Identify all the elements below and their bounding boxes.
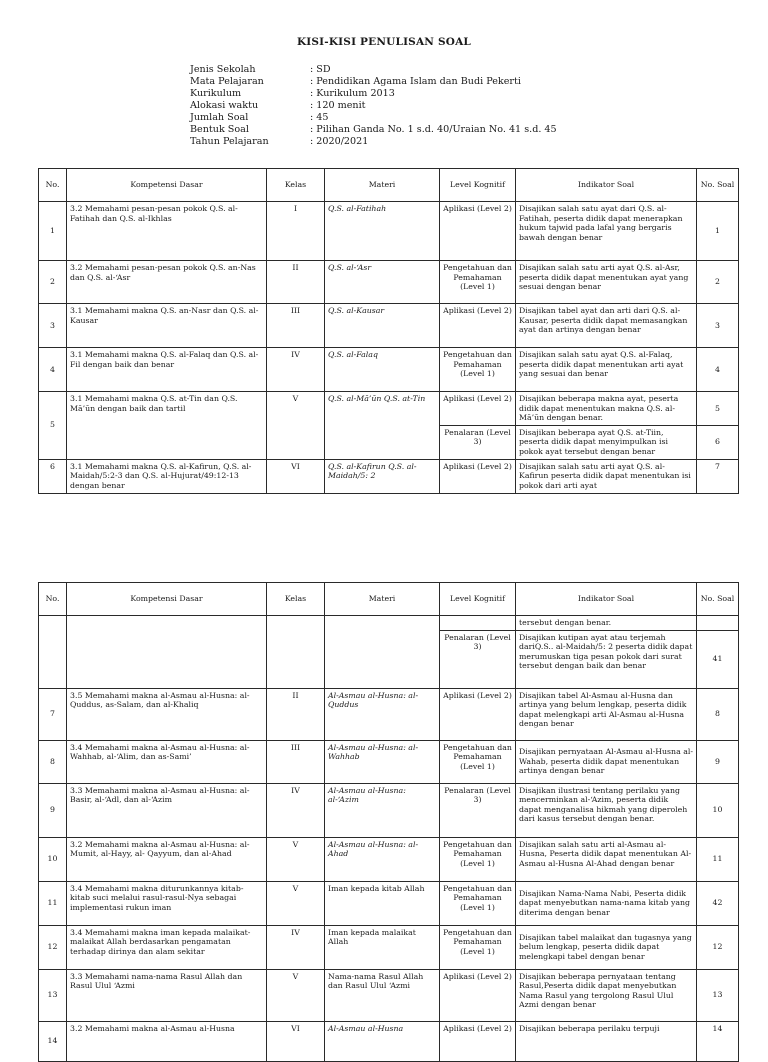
row-no: 2 [39, 261, 67, 304]
row-no: 12 [39, 925, 67, 969]
meta-label: Jumlah Soal [190, 112, 249, 123]
table-row [39, 783, 739, 837]
page-title: KISI-KISI PENULISAN SOAL [296, 36, 472, 48]
row-level-kognitif [440, 616, 516, 631]
row-no-soal: 41 [697, 630, 739, 688]
row-no: 8 [39, 740, 67, 783]
row-no: 13 [39, 969, 67, 1021]
row-kelas: IV [267, 783, 325, 837]
row-kelas: V [267, 837, 325, 881]
row-no: 1 [39, 202, 67, 261]
row-materi: Q.S. al-Kafirun Q.S. al-Maidah/5: 2 [325, 459, 440, 493]
table-row [39, 348, 739, 392]
row-materi: Iman kepada malaikat Allah [325, 925, 440, 969]
row-no-soal: 8 [697, 688, 739, 740]
header-materi: Materi [325, 169, 440, 202]
header-level-kognitif: Level Kognitif [440, 583, 516, 616]
row-kompetensi-dasar: 3.2 Memahami makna al-Asmau al-Husna: al-Mumit, al-Hayy, al- Qayyum, dan al-Ahad [67, 837, 267, 881]
header-level-kognitif: Level Kognitif [440, 169, 516, 202]
row-kompetensi-dasar: 3.1 Memahami makna Q.S. an-Nasr dan Q.S. al-Kausar [67, 304, 267, 348]
table-row [39, 740, 739, 783]
header-materi: Materi [325, 583, 440, 616]
row-level-kognitif: Aplikasi (Level 2) [440, 304, 516, 348]
row-materi: Al-Asmau al-Husna: al-Wahhab [325, 740, 440, 783]
table-header-row [39, 169, 739, 202]
row-no: 7 [39, 688, 67, 740]
row-kelas: I [267, 202, 325, 261]
meta-value: : 2020/2021 [310, 136, 369, 147]
row-materi: Q.S. al-Fatihah [325, 202, 440, 261]
row-indikator-soal: Disajikan kutipan ayat atau terjemah dariQ.S.. al-Maidah/5: 2 peserta didik dapat merumuskan tiga pesan pokok dari surat tersebut dengan baik dan benar [516, 630, 697, 688]
table-row [39, 925, 739, 969]
row-no: 6 [39, 459, 67, 493]
row-level-kognitif: Pengetahuan dan Pemahaman (Level 1) [440, 881, 516, 925]
row-level-kognitif: Aplikasi (Level 2) [440, 202, 516, 261]
row-indikator-soal: Disajikan tabel Al-Asmau al-Husna dan artinya yang belum lengkap, peserta didik dapat melengkapi arti Al-Asmau al-Husna dengan benar [516, 688, 697, 740]
row-kompetensi-dasar: 3.2 Memahami pesan-pesan pokok Q.S. an-Nas dan Q.S. al-‘Asr [67, 261, 267, 304]
row-no-soal: 10 [697, 783, 739, 837]
row-kelas: II [267, 688, 325, 740]
header-no: No. [39, 583, 67, 616]
row-level-kognitif: Pengetahuan dan Pemahaman (Level 1) [440, 348, 516, 392]
kisi-kisi-table-1 [38, 168, 739, 494]
header-kelas: Kelas [267, 583, 325, 616]
row-kompetensi-dasar: 3.1 Memahami makna Q.S. al-Falaq dan Q.S. al-Fil dengan baik dan benar [67, 348, 267, 392]
row-kompetensi-dasar: 3.1 Memahami makna Q.S. al-Kafirun, Q.S. al-Maidah/5:2-3 dan Q.S. al-Hujurat/49:12-13 dengan benar [67, 459, 267, 493]
row-kompetensi-dasar: 3.4 Memahami makna iman kepada malaikat-malaikat Allah berdasarkan pengamatan terhadap dirinya dan alam sekitar [67, 925, 267, 969]
row-kelas: V [267, 881, 325, 925]
meta-row-alokasi-waktu [190, 100, 557, 112]
row-indikator-soal: Disajikan ilustrasi tentang perilaku yang mencerminkan al-‘Azim, peserta didik dapat menganalisa hikmah yang diperoleh dari kasus tersebut dengan benar. [516, 783, 697, 837]
row-materi: Nama-nama Rasul Allah dan Rasul Ulul ‘Azmi [325, 969, 440, 1021]
meta-value: : Kurikulum 2013 [310, 88, 395, 99]
meta-value: : 45 [310, 112, 329, 123]
meta-label: Kurikulum [190, 88, 242, 99]
row-no-soal: 5 [697, 392, 739, 426]
row-level-kognitif: Aplikasi (Level 2) [440, 969, 516, 1021]
row-kelas: VI [267, 1021, 325, 1061]
table-row-continuation [39, 616, 739, 631]
row-kompetensi-dasar: 3.1 Memahami makna Q.S. at-Tin dan Q.S. Mā’ūn dengan baik dan tartil [67, 392, 267, 460]
table-row [39, 969, 739, 1021]
kisi-kisi-table-2 [38, 582, 739, 1062]
row-no-soal: 1 [697, 202, 739, 261]
meta-row-bentuk-soal [190, 124, 557, 136]
meta-row-jumlah-soal [190, 112, 557, 124]
row-indikator-continuation: tersebut dengan benar. [516, 616, 697, 631]
row-level-kognitif: Pengetahuan dan Pemahaman (Level 1) [440, 925, 516, 969]
row-materi [325, 616, 440, 689]
row-level-kognitif: Pengetahuan dan Pemahaman (Level 1) [440, 837, 516, 881]
meta-value: : SD [310, 64, 331, 75]
row-level-kognitif: Aplikasi (Level 2) [440, 688, 516, 740]
table-row [39, 1021, 739, 1061]
table-row [39, 881, 739, 925]
row-no-soal: 9 [697, 740, 739, 783]
meta-value: : Pilihan Ganda No. 1 s.d. 40/Uraian No. 41 s.d. 45 [310, 124, 557, 135]
header-no-soal: No. Soal [697, 583, 739, 616]
row-no-soal: 42 [697, 881, 739, 925]
row-kompetensi-dasar: 3.3 Memahami nama-nama Rasul Allah dan Rasul Ulul ‘Azmi [67, 969, 267, 1021]
row-kompetensi-dasar: 3.2 Memahami pesan-pesan pokok Q.S. al-Fatihah dan Q.S. al-Ikhlas [67, 202, 267, 261]
header-indikator-soal: Indikator Soal [516, 169, 697, 202]
meta-label: Mata Pelajaran [190, 76, 264, 87]
row-level-kognitif: Penalaran (Level 3) [440, 425, 516, 459]
meta-value: : 120 menit [310, 100, 366, 111]
row-kelas [267, 616, 325, 689]
row-no: 4 [39, 348, 67, 392]
row-kompetensi-dasar: 3.5 Memahami makna al-Asmau al-Husna: al-Quddus, as-Salam, dan al-Khaliq [67, 688, 267, 740]
row-indikator-soal: Disajikan salah satu ayat Q.S. al-Falaq, peserta didik dapat menentukan arti ayat yang sesuai dan benar [516, 348, 697, 392]
row-indikator-soal: Disajikan salah satu ayat dari Q.S. al-Fatihah, peserta didik dapat menerapkan hukum tajwid pada lafal yang bergaris bawah dengan benar [516, 202, 697, 261]
row-indikator-soal: Disajikan beberapa perilaku terpuji [516, 1021, 697, 1061]
meta-label: Alokasi waktu [190, 100, 259, 111]
table-header-row [39, 583, 739, 616]
row-level-kognitif: Aplikasi (Level 2) [440, 459, 516, 493]
row-kompetensi-dasar: 3.4 Memahami makna diturunkannya kitab-kitab suci melalui rasul-rasul-Nya sebagai implementasi rukun iman [67, 881, 267, 925]
table-row [39, 202, 739, 261]
row-indikator-soal: Disajikan beberapa makna ayat, peserta didik dapat menentukan makna Q.S. al-Mā’ūn dengan benar. [516, 392, 697, 426]
row-materi: Al-Asmau al-Husna: al-‘Azim [325, 783, 440, 837]
row-indikator-soal: Disajikan tabel ayat dan arti dari Q.S. al-Kausar, peserta didik dapat memasangkan ayat dan artinya dengan benar [516, 304, 697, 348]
row-no: 9 [39, 783, 67, 837]
row-no: 3 [39, 304, 67, 348]
table-row [39, 459, 739, 493]
row-no: 14 [39, 1021, 67, 1061]
row-no [39, 616, 67, 689]
row-kelas: VI [267, 459, 325, 493]
meta-row-kurikulum [190, 88, 557, 100]
meta-label: Jenis Sekolah [190, 64, 256, 75]
row-materi: Q.S. al-Mā’ūn Q.S. at-Tin [325, 392, 440, 460]
row-no-soal: 14 [697, 1021, 739, 1061]
header-kompetensi-dasar: Kompetensi Dasar [67, 583, 267, 616]
header-indikator-soal: Indikator Soal [516, 583, 697, 616]
row-materi: Al-Asmau al-Husna: al-Quddus [325, 688, 440, 740]
table-row [39, 688, 739, 740]
row-level-kognitif: Aplikasi (Level 2) [440, 1021, 516, 1061]
meta-label: Bentuk Soal [190, 124, 249, 135]
header-no-soal: No. Soal [697, 169, 739, 202]
document-meta [190, 64, 557, 148]
row-kelas: III [267, 304, 325, 348]
row-level-kognitif: Penalaran (Level 3) [440, 630, 516, 688]
row-kompetensi-dasar: 3.3 Memahami makna al-Asmau al-Husna: al-Basir, al-‘Adl, dan al-‘Azim [67, 783, 267, 837]
row-no: 11 [39, 881, 67, 925]
meta-value: : Pendidikan Agama Islam dan Budi Pekerti [310, 76, 521, 87]
row-level-kognitif: Pengetahuan dan Pemahaman (Level 1) [440, 740, 516, 783]
row-kompetensi-dasar: 3.4 Memahami makna al-Asmau al-Husna: al-Wahhab, al-‘Alim, dan as-Sami’ [67, 740, 267, 783]
row-no-soal: 6 [697, 425, 739, 459]
row-indikator-soal: Disajikan beberapa pernyataan tentang Rasul,Peserta didik dapat menyebutkan Nama Rasul yang tergolong Rasul Ulul Azmi dengan benar [516, 969, 697, 1021]
row-no-soal: 7 [697, 459, 739, 493]
row-kelas: V [267, 969, 325, 1021]
row-indikator-soal: Disajikan salah satu arti ayat Q.S. al-Asr, peserta didik dapat menentukan ayat yang sesuai dengan benar [516, 261, 697, 304]
table-row [39, 837, 739, 881]
row-no-soal: 2 [697, 261, 739, 304]
row-kompetensi-dasar: 3.2 Memahami makna al-Asmau al-Husna [67, 1021, 267, 1061]
row-materi: Q.S. al-Falaq [325, 348, 440, 392]
row-indikator-soal: Disajikan beberapa ayat Q.S. at-Tiin, peserta didik dapat menyimpulkan isi pokok ayat tersebut dengan benar [516, 425, 697, 459]
header-kelas: Kelas [267, 169, 325, 202]
row-indikator-soal: Disajikan tabel malaikat dan tugasnya yang belum lengkap, peserta didik dapat melengkapi tabel dengan benar [516, 925, 697, 969]
table-row [39, 304, 739, 348]
header-kompetensi-dasar: Kompetensi Dasar [67, 169, 267, 202]
row-kompetensi-dasar [67, 616, 267, 689]
row-indikator-soal: Disajikan salah satu arti al-Asmau al-Husna, Peserta didik dapat menentukan Al-Asmau al-Husna Al-Ahad dengan benar [516, 837, 697, 881]
row-materi: Q.S. al-Kausar [325, 304, 440, 348]
row-level-kognitif: Aplikasi (Level 2) [440, 392, 516, 426]
row-kelas: III [267, 740, 325, 783]
header-no: No. [39, 169, 67, 202]
row-no-soal: 11 [697, 837, 739, 881]
meta-label: Tahun Pelajaran [190, 136, 269, 147]
row-indikator-soal: Disajikan salah satu arti ayat Q.S. al-Kafirun peserta didik dapat menentukan isi pokok dari arti ayat [516, 459, 697, 493]
row-no: 10 [39, 837, 67, 881]
row-indikator-soal: Disajikan pernyataan Al-Asmau al-Husna al-Wahab, peserta didik dapat menentukan artinya dengan benar [516, 740, 697, 783]
row-materi: Al-Asmau al-Husna [325, 1021, 440, 1061]
row-no-soal: 12 [697, 925, 739, 969]
table-row [39, 261, 739, 304]
row-no-soal: 4 [697, 348, 739, 392]
row-level-kognitif: Pengetahuan dan Pemahaman (Level 1) [440, 261, 516, 304]
row-materi: Q.S. al-‘Asr [325, 261, 440, 304]
row-kelas: IV [267, 348, 325, 392]
row-kelas: IV [267, 925, 325, 969]
row-no-soal: 13 [697, 969, 739, 1021]
row-no-soal: 3 [697, 304, 739, 348]
row-level-kognitif: Penalaran (Level 3) [440, 783, 516, 837]
meta-row-mata-pelajaran [190, 76, 557, 88]
meta-row-tahun-pelajaran [190, 136, 557, 148]
row-kelas: V [267, 392, 325, 460]
row-kelas: II [267, 261, 325, 304]
table-row [39, 392, 739, 426]
row-no: 5 [39, 392, 67, 460]
row-indikator-soal: Disajikan Nama-Nama Nabi, Peserta didik dapat menyebutkan nama-nama kitab yang diterima dengan benar [516, 881, 697, 925]
row-materi: Iman kepada kitab Allah [325, 881, 440, 925]
meta-row-jenis-sekolah [190, 64, 557, 76]
row-materi: Al-Asmau al-Husna: al-Ahad [325, 837, 440, 881]
row-no-soal [697, 616, 739, 631]
